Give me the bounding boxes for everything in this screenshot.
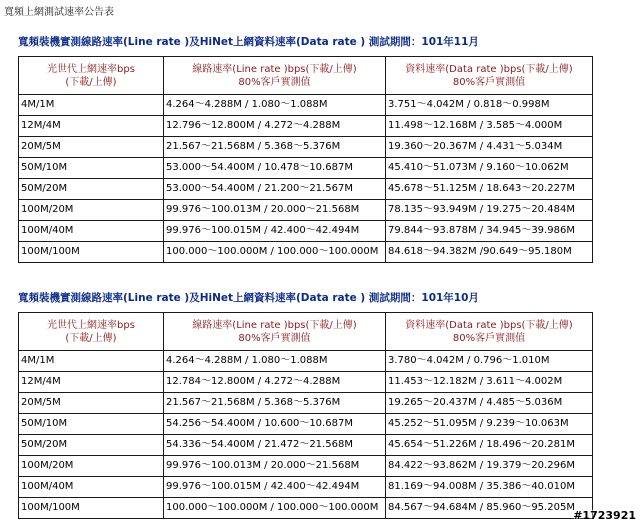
line-rate-cell: 100.000～100.000M / 100.000～100.000M xyxy=(164,242,386,263)
line-rate-cell: 21.567～21.568M / 5.368～5.376M xyxy=(164,393,386,414)
header-line: (下載/上傳) xyxy=(65,76,117,88)
line-rate-cell: 12.784～12.800M / 4.272～4.288M xyxy=(164,372,386,393)
header-line: (下載/上傳) xyxy=(65,332,117,344)
section-title-nov: 寬頻裝機實測線路速率(Line rate )及HiNet上網資料速率(Data rate ) 測試期間：101年11月 xyxy=(18,36,479,48)
header-line: 80%客戶實測值 xyxy=(452,332,526,344)
data-rate-cell: 45.252～51.095M / 9.239～10.063M xyxy=(386,414,593,435)
data-rate-cell: 19.360～20.367M / 4.431～5.034M xyxy=(386,137,593,158)
table-row xyxy=(19,372,593,393)
header-line: 光世代上網速率bps xyxy=(47,319,135,331)
plan-rate-cell: 50M/10M xyxy=(19,158,164,179)
header-line: 線路速率(Line rate )bps(下載/上傳) xyxy=(192,63,357,75)
data-rate-cell: 19.265～20.437M / 4.485～5.036M xyxy=(386,393,593,414)
data-rate-cell: 81.169～94.008M / 35.386～40.010M xyxy=(386,477,593,498)
header-plan-rate xyxy=(19,313,164,351)
line-rate-cell: 99.976～100.015M / 42.400～42.494M xyxy=(164,477,386,498)
line-rate-cell: 53.000～54.400M / 10.478～10.687M xyxy=(164,158,386,179)
plan-rate-cell: 50M/20M xyxy=(19,435,164,456)
line-rate-cell: 100.000～100.000M / 100.000～100.000M xyxy=(164,498,386,519)
plan-rate-cell: 100M/20M xyxy=(19,200,164,221)
data-rate-cell: 84.567～94.684M / 85.960～95.205M xyxy=(386,498,593,519)
plan-rate-cell: 100M/100M xyxy=(19,498,164,519)
header-line: 80%客戶實測值 xyxy=(452,76,526,88)
plan-rate-cell: 100M/40M xyxy=(19,477,164,498)
table-row xyxy=(19,221,593,242)
plan-rate-cell: 100M/40M xyxy=(19,221,164,242)
table-header-row xyxy=(19,313,593,351)
header-data-rate xyxy=(386,313,593,351)
header-line: 80%客戶實測值 xyxy=(238,332,311,344)
watermark: #1723921 xyxy=(573,509,636,522)
plan-rate-cell: 50M/10M xyxy=(19,414,164,435)
header-line-rate xyxy=(164,57,386,95)
plan-rate-cell: 4M/1M xyxy=(19,95,164,116)
header-line: 資料速率(Data rate )bps(下載/上傳) xyxy=(405,319,573,331)
line-rate-cell: 54.256～54.400M / 10.600～10.687M xyxy=(164,414,386,435)
line-rate-cell: 4.264～4.288M / 1.080～1.088M xyxy=(164,351,386,372)
plan-rate-cell: 20M/5M xyxy=(19,137,164,158)
line-rate-cell: 21.567～21.568M / 5.368～5.376M xyxy=(164,137,386,158)
line-rate-cell: 54.336～54.400M / 21.472～21.568M xyxy=(164,435,386,456)
data-rate-cell: 45.678～51.125M / 18.643～20.227M xyxy=(386,179,593,200)
plan-rate-cell: 12M/4M xyxy=(19,372,164,393)
data-rate-cell: 11.498～12.168M / 3.585～4.000M xyxy=(386,116,593,137)
line-rate-cell: 12.796～12.800M / 4.272～4.288M xyxy=(164,116,386,137)
table-row xyxy=(19,393,593,414)
table-row xyxy=(19,498,593,519)
table-row xyxy=(19,179,593,200)
header-line: 資料速率(Data rate )bps(下載/上傳) xyxy=(405,63,573,75)
header-data-rate xyxy=(386,57,593,95)
table-row xyxy=(19,435,593,456)
plan-rate-cell: 12M/4M xyxy=(19,116,164,137)
data-rate-cell: 45.410～51.073M / 9.160～10.062M xyxy=(386,158,593,179)
data-rate-cell: 84.618～94.382M /90.649～95.180M xyxy=(386,242,593,263)
data-rate-cell: 78.135～93.949M / 19.275～20.484M xyxy=(386,200,593,221)
plan-rate-cell: 100M/100M xyxy=(19,242,164,263)
table-row xyxy=(19,200,593,221)
section-title-oct: 寬頻裝機實測線路速率(Line rate )及HiNet上網資料速率(Data rate ) 測試期間：101年10月 xyxy=(18,292,479,304)
line-rate-cell: 99.976～100.015M / 42.400～42.494M xyxy=(164,221,386,242)
header-line: 80%客戶實測值 xyxy=(238,76,311,88)
line-rate-cell: 99.976～100.013M / 20.000～21.568M xyxy=(164,456,386,477)
line-rate-cell: 99.976～100.013M / 20.000～21.568M xyxy=(164,200,386,221)
data-rate-cell: 45.654～51.226M / 18.496～20.281M xyxy=(386,435,593,456)
table-row xyxy=(19,456,593,477)
plan-rate-cell: 50M/20M xyxy=(19,179,164,200)
line-rate-cell: 53.000～54.400M / 21.200～21.567M xyxy=(164,179,386,200)
data-rate-cell: 79.844～93.878M / 34.945～39.986M xyxy=(386,221,593,242)
table-row xyxy=(19,242,593,263)
table-row xyxy=(19,95,593,116)
plan-rate-cell: 20M/5M xyxy=(19,393,164,414)
data-rate-cell: 3.780～4.042M / 0.796～1.010M xyxy=(386,351,593,372)
plan-rate-cell: 4M/1M xyxy=(19,351,164,372)
table-row xyxy=(19,351,593,372)
table-row xyxy=(19,477,593,498)
header-plan-rate xyxy=(19,57,164,95)
table-row xyxy=(19,414,593,435)
header-line: 線路速率(Line rate )bps(下載/上傳) xyxy=(192,319,357,331)
header-line: 光世代上網速率bps xyxy=(47,63,135,75)
table-row xyxy=(19,137,593,158)
table-row xyxy=(19,116,593,137)
header-line-rate xyxy=(164,313,386,351)
table-header-row xyxy=(19,57,593,95)
page-title: 寬頻上網測試速率公告表 xyxy=(4,7,114,18)
table-row xyxy=(19,158,593,179)
line-rate-cell: 4.264～4.288M / 1.080～1.088M xyxy=(164,95,386,116)
plan-rate-cell: 100M/20M xyxy=(19,456,164,477)
data-rate-cell: 11.453～12.182M / 3.611～4.002M xyxy=(386,372,593,393)
rate-table-nov xyxy=(18,56,593,263)
rate-table-oct xyxy=(18,312,593,519)
data-rate-cell: 3.751～4.042M / 0.818～0.998M xyxy=(386,95,593,116)
data-rate-cell: 84.422～93.862M / 19.379～20.296M xyxy=(386,456,593,477)
